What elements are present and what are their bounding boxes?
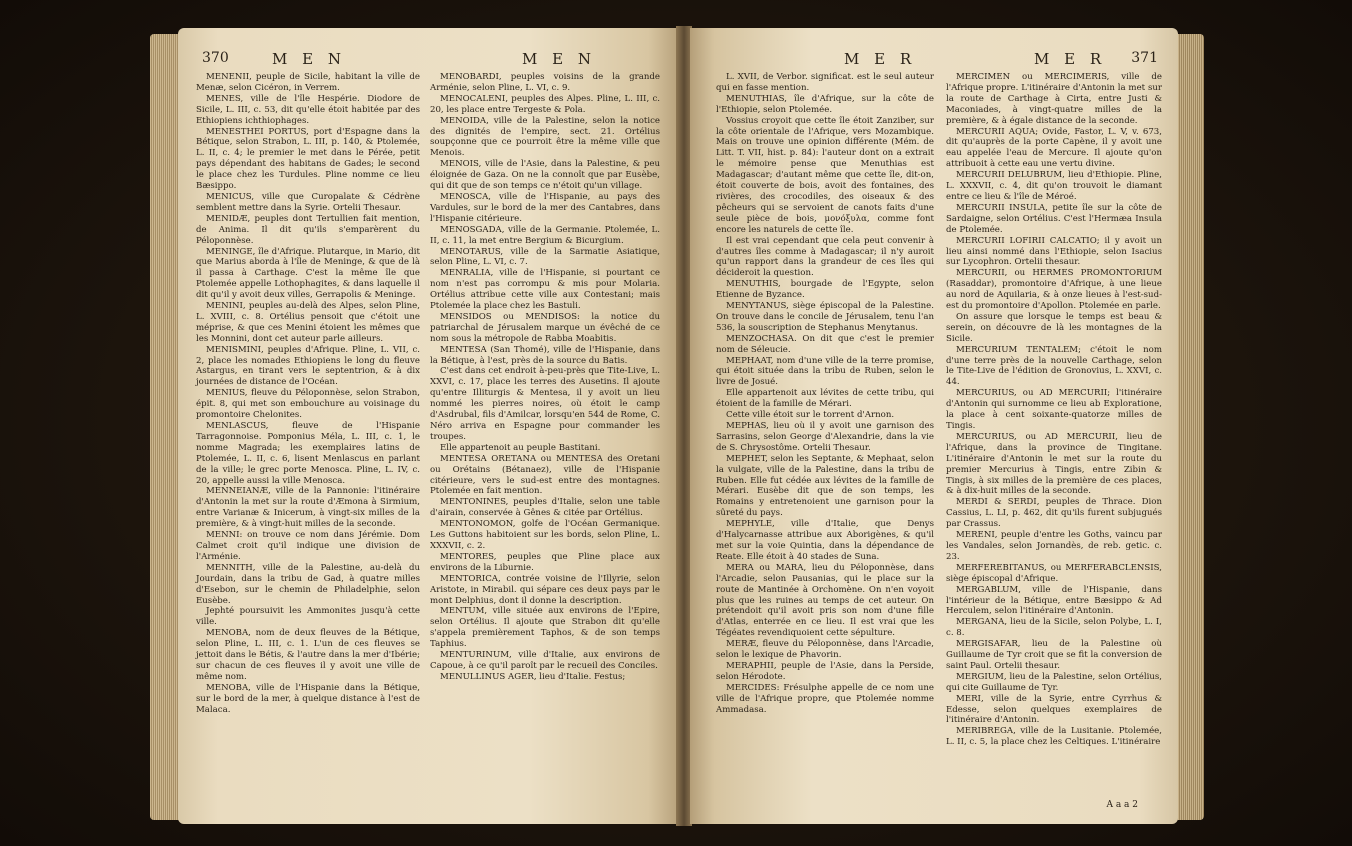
running-head: M E N [522, 50, 596, 68]
dictionary-entry: MENNEIANÆ, ville de la Pannonie: l'itinéraire d'Antonin la met sur la route d'Æmona à Sirmium, entre Varianæ & Inicerum, à vingt-six milles de la première, & à vingt-huit milles de la seconde. [196, 486, 420, 530]
dictionary-entry: MENTORICA, contrée voisine de l'Illyrie, selon Aristote, in Mirabil. qui sépare ces deux pays par le mont Delphius, dont il donne la description. [430, 573, 660, 606]
dictionary-entry: MERGANA, lieu de la Sicile, selon Polybe, L. I, c. 8. [946, 617, 1162, 639]
dictionary-entry: MERCURII DELUBRUM, lieu d'Ethiopie. Pline, L. XXXVII, c. 4, dit qu'on trouvoit le diamant entre ce lieu & l'île de Méroé. [946, 170, 1162, 202]
dictionary-entry: MERCURII AQUA; Ovide, Fastor, L. V, v. 673, dit qu'auprès de la porte Capène, il y avoit une eau appelée l'eau de Mercure. Il ajoute qu'on attribuoit à cette eau une vertu divine. [946, 126, 1162, 170]
dictionary-entry: MERI, ville de la Syrie, entre Cyrrhus & Edesse, selon quelques exemplaires de l'itinéraire d'Antonin. [946, 693, 1162, 726]
dictionary-entry: MERÆ, fleuve du Péloponnèse, dans l'Arcadie, selon le lexique de Phavorin. [716, 639, 934, 661]
dictionary-entry: MENUTHIAS, île d'Afrique, sur la côte de l'Ethiopie, selon Ptolemée. [716, 93, 934, 115]
dictionary-entry: MERCURII LOFIRII CALCATIO; il y avoit un lieu ainsi nommé dans l'Ethiopie, selon Isacius sur Lycophron. Ortelii thesaur. [946, 235, 1162, 268]
dictionary-entry: MENENII, peuple de Sicile, habitant la ville de Menæ, selon Cicéron, in Verrem. [196, 72, 420, 93]
dictionary-entry: Elle appartenoit aux lévites de cette tribu, qui étoient de la famille de Mérari. [716, 388, 934, 410]
dictionary-entry: MENOBARDI, peuples voisins de la grande Arménie, selon Pline, L. VI, c. 9. [430, 72, 660, 93]
dictionary-entry: MERCIMEN ou MERCIMERIS, ville de l'Afrique propre. L'itinéraire d'Antonin la met sur la route de Carthage à Cirta, entre Justi & Maconiades, à vingt-quatre milles de la première, & à égale distance de la seconde. [946, 72, 1162, 126]
dictionary-entry: MERCURII, ou HERMES PROMONTORIUM (Rasaddar), promontoire d'Afrique, à une lieue au nord de Aquilaria, & à onze lieues à l'est-sud-est du promontoire d'Apollon. Ptolemée en parle. [946, 268, 1162, 312]
dictionary-entry: Il est vrai cependant que cela peut convenir à d'autres îles comme à Madagascar; il n'y auroit qu'un rapport dans la grandeur de ces îles qui décideroit la question. [716, 235, 934, 279]
dictionary-entry: MENINGE, île d'Afrique. Plutarque, in Mario, dit que Marius aborda à l'île de Meninge, & que de là il passa à Carthage. C'est la même île que Ptolemée appelle Lothophagites, & dans laquelle il dit qu'il y avoit deux villes, Gerrapolis & Meninge. [196, 246, 420, 301]
dictionary-entry: MENNITH, ville de la Palestine, au-delà du Jourdain, dans la tribu de Gad, à quatre milles d'Esebon, sur le chemin de Philadelphie, selon Eusèbe. [196, 562, 420, 606]
dictionary-entry: MENOBA, ville de l'Hispanie dans la Bétique, sur le bord de la mer, à quelque distance à l'est de Malaca. [196, 682, 420, 715]
left-page [178, 28, 678, 824]
dictionary-entry: On assure que lorsque le temps est beau & serein, on découvre de là les montagnes de la Sicile. [946, 311, 1162, 344]
dictionary-entry: MERCURII INSULA, petite île sur la côte de Sardaigne, selon Ortélius. C'est l'Hermæa Insula de Ptolemée. [946, 202, 1162, 235]
dictionary-entry: MENISMINI, peuples d'Afrique. Pline, L. VII, c. 2, place les nomades Ethiopiens le long du fleuve Astargus, en tirant vers le septentrion, & à dix journées de distance de l'Océan. [196, 344, 420, 388]
dictionary-entry: MENRALIA, ville de l'Hispanie, si pourtant ce nom n'est pas corrompu & mis pour Molaria. Ortélius attribue cette ville aux Contestani; mais Ptolemée la place chez les Bastuli. [430, 268, 660, 312]
dictionary-entry: MEPHAAT, nom d'une ville de la terre promise, qui étoit située dans la tribu de Ruben, selon le livre de Josué. [716, 355, 934, 388]
dictionary-entry: MENTONOMON, golfe de l'Océan Germanique. Les Guttons habitoient sur les bords, selon Pline, L. XXXVII, c. 2. [430, 519, 660, 551]
running-head: M E R [844, 50, 917, 68]
dictionary-entry: MERA ou MARA, lieu du Péloponnèse, dans l'Arcadie, selon Pausanias, qui le place sur la route de Mantinée à Orchomène. On n'en voyoit plus que les ruines au temps de cet auteur. On prétendoit qu'il avoit pris son nom d'une fille d'Atlas, enterrée en ce lieu. Il est vrai que les Tégéates revendiquoient cette sépulture. [716, 562, 934, 639]
dictionary-entry: C'est dans cet endroit à-peu-près que Tite-Live, L. XXVI, c. 17, place les terres des Ausetins. Il ajoute qu'entre Illiturgis & Mentesa, il y avoit un lieu nommé les pierres noires, où étoit le camp d'Asdrubal, fils d'Amilcar, lorsqu'en 544 de Rome, C. Néro arriva en Espagne pour commander les troupes. [430, 366, 660, 442]
dictionary-entry: MENOCALENI, peuples des Alpes. Pline, L. III, c. 20, les place entre Tergeste & Pola. [430, 93, 660, 115]
dictionary-entry: MERAPHII, peuple de l'Asie, dans la Perside, selon Hérodote. [716, 660, 934, 682]
text-column [716, 72, 934, 715]
left-page-header [192, 50, 664, 72]
dictionary-entry: MENOIDA, ville de la Palestine, selon la notice des dignités de l'empire, sect. 21. Ortélius soupçonne que ce pourroit être la même ville que Menois. [430, 115, 660, 159]
dictionary-entry: MENTURINUM, ville d'Italie, aux environs de Capoue, à ce qu'il paroît par le recueil des Conciles. [430, 650, 660, 671]
dictionary-entry: MENNI: on trouve ce nom dans Jérémie. Dom Calmet croit qu'il indique une division de l'Arménie. [196, 530, 420, 562]
dictionary-entry: MENIDÆ, peuples dont Tertullien fait mention, de Anima. Il dit qu'ils s'emparèrent du Péloponnèse. [196, 213, 420, 246]
right-page-edges [1176, 34, 1204, 820]
dictionary-entry: MERCIDES: Frésulphe appelle de ce nom une ville de l'Afrique propre, que Ptolemée nomme Ammadasa. [716, 682, 934, 715]
running-head: M E R [1034, 50, 1107, 68]
dictionary-entry: Vossius croyoit que cette île étoit Zanziber, sur la côte orientale de l'Afrique, vers Mozambique. Mais on trouve une opinion différente (Mém. de Litt. T. VII, hist. p. 84): l'auteur dont on a extrait le mémoire pense que Menuthias est Madagascar; d'autant même que cette île, dit-on, étoit couverte de bois, avoit des fontaines, des rivières, des crocodiles, des oiseaux & des pêcheurs qui se servoient de canots faits d'une seule pièce de bois, μονόξυλα, comme font encore les naturels de cette île. [716, 115, 934, 235]
dictionary-entry: MENOTARUS, ville de la Sarmatie Asiatique, selon Pline, L. VI, c. 7. [430, 246, 660, 268]
dictionary-entry: MERCURIUS, ou AD MERCURII; l'itinéraire d'Antonin qui surnomme ce lieu ab Exploratione, la place à cent soixante-quatorze milles de Tingis. [946, 388, 1162, 431]
page-number: 370 [202, 50, 229, 66]
dictionary-entry: MENTUM, ville située aux environs de l'Epire, selon Ortélius. Il ajoute que Strabon dit qu'elle s'appela premièrement Taphos, & de son temps Taphius. [430, 606, 660, 650]
dictionary-entry: MENYTANUS, siège épiscopal de la Palestine. On trouve dans le concile de Jérusalem, tenu l'an 536, la souscription de Stephanus Menytanus. [716, 301, 934, 333]
dictionary-entry: MENULLINUS AGER, lieu d'Italie. Festus; [440, 671, 626, 682]
dictionary-entry: MERDI & SERDI, peuples de Thrace. Dion Cassius, L. LI, p. 462, dit qu'ils furent subjugués par Crassus. [946, 497, 1162, 530]
dictionary-entry: MENICUS, ville que Curopalate & Cédrène semblent mettre dans la Syrie. Ortelii Thesaur. [196, 191, 420, 213]
dictionary-entry: MERENI, peuple d'entre les Goths, vaincu par les Vandales, selon Jornandès, de reb. getic. c. 23. [946, 530, 1162, 562]
dictionary-entry: MENTONINES, peuples d'Italie, selon une table d'airain, conservée à Gênes & citée par Ortélius. [430, 497, 660, 519]
dictionary-entry: MERCURIUS, ou AD MERCURII, lieu de l'Afrique, dans la province de Tingitane. L'itinéraire d'Antonin le met sur la route du premier Mercurius à Tingis, entre Zibin & Tingis, à six milles de la première de ces places, & à dix-huit milles de la seconde. [946, 431, 1162, 497]
dictionary-entry: L. XVII, de Verbor. significat. est le seul auteur qui en fasse mention. [716, 72, 934, 93]
dictionary-entry: MENIUS, fleuve du Péloponnèse, selon Strabon, épit. 8, qui met son embouchure au voisinage du promontoire Chelonites. [196, 388, 420, 421]
dictionary-entry: MENOBA, nom de deux fleuves de la Bétique, selon Pline, L. III, c. 1. L'un de ces fleuves se jettoit dans le Bétis, & l'autre dans la mer d'Ibérie; sur chacun de ces fleuves il y avoit une ville de même nom. [196, 628, 420, 682]
dictionary-entry: MERCURIUM TENTALEM; c'étoit le nom d'une terre près de la nouvelle Carthage, selon le Tite-Live de l'édition de Gronovius, L. XXVI, c. 44. [946, 344, 1162, 388]
running-head: M E N [272, 50, 346, 68]
dictionary-entry: MEPHAS, lieu où il y avoit une garnison des Sarrasins, selon George d'Alexandrie, dans la vie de S. Chrysostôme. Ortelii Thesaur. [716, 421, 934, 453]
signature-mark: A a a 2 [1106, 800, 1138, 810]
dictionary-entry: MENOIS, ville de l'Asie, dans la Palestine, & peu éloignée de Gaza. On ne la connoît que par Eusèbe, qui dit que de son temps ce n'étoit qu'un village. [430, 159, 660, 192]
dictionary-entry: MERIBREGA, ville de la Lusitanie. Ptolemée, L. II, c. 5, la place chez les Celtiques. L'itinéraire [946, 726, 1162, 748]
dictionary-entry: MEPHET, selon les Septante, & Mephaat, selon la vulgate, ville de la Palestine, dans la tribu de Ruben. Elle fut cédée aux lévites de la famille de Mérari. Eusèbe dit que de son temps, les Romains y entretenoient une garnison pour la sûreté du pays. [716, 453, 934, 519]
dictionary-entry: MENZOCHASA. On dit que c'est le premier nom de Séleucie. [716, 333, 934, 355]
dictionary-entry: MENUTHIS, bourgade de l'Egypte, selon Etienne de Byzance. [716, 279, 934, 301]
dictionary-entry: MENTESA (San Thomé), ville de l'Hispanie, dans la Bétique, à l'est, près de la source du Batis. [430, 344, 660, 366]
dictionary-entry: MERGISAFAR, lieu de la Palestine où Guillaume de Tyr croit que se fit la conversion de saint Paul. Ortelii thesaur. [946, 639, 1162, 671]
text-column [946, 72, 1162, 748]
dictionary-entry: MENINI, peuples au-delà des Alpes, selon Pline, L. XVIII, c. 8. Ortélius pensoit que c'étoit une méprise, & que ces Menini étoient les mêmes que les Monnini, dont cet auteur parle ailleurs. [196, 301, 420, 344]
page-number: 371 [1131, 50, 1158, 66]
text-column [430, 72, 660, 683]
dictionary-entry: MERGABLUM, ville de l'Hispanie, dans l'intérieur de la Bétique, entre Bæsippo & Ad Herculem, selon l'itinéraire d'Antonin. [946, 584, 1162, 617]
dictionary-entry: MEPHYLE, ville d'Italie, que Denys d'Halycarnasse attribue aux Aborigènes, & qu'il met sur la voie Quintia, dans la dépendance de Reate. Elle étoit à 40 stades de Suna. [716, 519, 934, 562]
dictionary-entry: MENSIDOS ou MENDISOS: la notice du patriarchal de Jérusalem marque un évêché de ce nom sous la métropole de Rabba Moabitis. [430, 311, 660, 344]
dictionary-entry: MENES, ville de l'île Hespérie. Diodore de Sicile, L. III, c. 53, dit qu'elle étoit habitée par des Ethiopiens ichthiophages. [196, 93, 420, 126]
dictionary-entry: MENOSGADA, ville de la Germanie. Ptolemée, L. II, c. 11, la met entre Bergium & Bicurgium. [430, 224, 660, 246]
dictionary-entry: MERGIUM, lieu de la Palestine, selon Ortélius, qui cite Guillaume de Tyr. [946, 671, 1162, 693]
dictionary-entry: Jephté poursuivit les Ammonites jusqu'à cette ville. [196, 606, 420, 628]
dictionary-entry: Cette ville étoit sur le torrent d'Arnon. [726, 410, 895, 421]
dictionary-entry: MENTESA ORETANA ou MENTESA des Oretani ou Orétains (Bétanaez), ville de l'Hispanie citérieure, vers le sud-est entre des montagnes. Ptolemée en fait mention. [430, 453, 660, 497]
right-page [690, 28, 1178, 824]
dictionary-entry: MENOSCA, ville de l'Hispanie, au pays des Vardules, sur le bord de la mer des Cantabres, dans l'Hispanie citérieure. [430, 191, 660, 224]
right-page-header [704, 50, 1164, 72]
text-column [196, 72, 420, 715]
dictionary-entry: MENTORES, peuples que Pline place aux environs de la Liburnie. [430, 551, 660, 573]
dictionary-entry: MERFEREBITANUS, ou MERFERABCLENSIS, siège épiscopal d'Afrique. [946, 562, 1162, 584]
left-page-edges [150, 34, 180, 820]
dictionary-entry: MENESTHEI PORTUS, port d'Espagne dans la Bétique, selon Strabon, L. III, p. 140, & Ptolemée, L. II, c. 4; le premier le met dans le Pérée, petit pays dépendant des habitans de Gades; le second le place chez les Turdules. Pline nomme ce lieu Bæsippo. [196, 126, 420, 192]
dictionary-entry: MENLASCUS, fleuve de l'Hispanie Tarragonnoise. Pomponius Méla, L. III, c. 1, le nomme Magrada; les exemplaires latins de Ptolemée, L. II, c. 6, lisent Menlascus en parlant de la ville; le grec porte Menosca. Pline, L. IV, c. 20, appelle aussi la ville Menosca. [196, 421, 420, 486]
dictionary-entry: Elle appartenoit au peuple Bastitani. [440, 442, 601, 453]
